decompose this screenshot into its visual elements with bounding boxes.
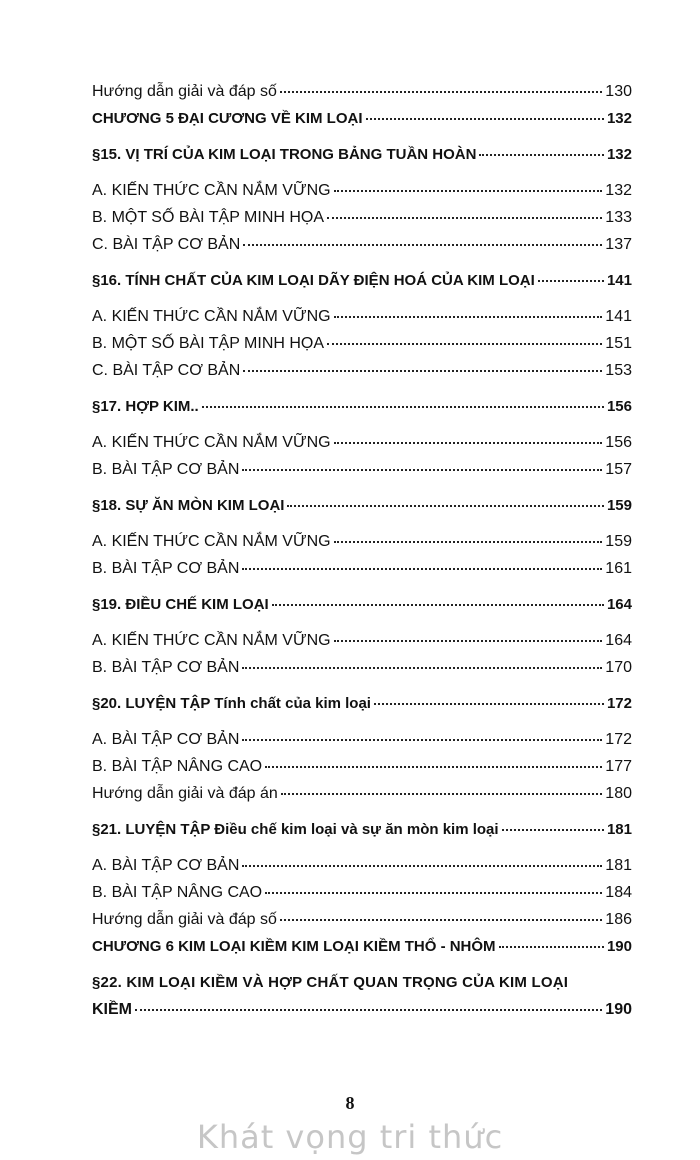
toc-entry-title: B. BÀI TẬP CƠ BẢN [92,461,240,478]
toc-entry [92,330,632,357]
toc-entry-page: 133 [605,209,632,226]
toc-entry-page: 161 [605,560,632,577]
toc-entry [92,303,632,330]
dot-leader [280,917,602,921]
toc-entry [92,528,632,555]
toc-entry-page: 190 [605,1001,632,1018]
toc-entry [92,906,632,933]
toc-entry-title: B. BÀI TẬP CƠ BẢN [92,659,240,676]
toc-entry-page: 180 [605,785,632,802]
dot-leader [281,791,603,795]
toc-entry-title: §17. HỢP KIM.. [92,398,199,415]
dot-leader [265,890,602,894]
toc-entry-title: §21. LUYỆN TẬP Điều chế kim loại và sự ăn mòn kim loại [92,821,499,838]
toc-entry-title: Hướng dẫn giải và đáp số [92,83,277,100]
dot-leader [242,665,602,669]
toc-entry-page: 156 [605,434,632,451]
dot-leader [327,215,602,219]
toc-entry [92,555,632,582]
dot-leader [538,278,604,282]
table-of-contents [92,78,632,1023]
toc-entry-title: B. BÀI TẬP NÂNG CAO [92,758,263,775]
toc-entry-title: A. KIẾN THỨC CẦN NẮM VỮNG [92,182,331,199]
toc-entry-page: 164 [605,632,632,649]
toc-entry-title: §16. TÍNH CHẤT CỦA KIM LOẠI DÃY ĐIỆN HOÁ CỦA KIM LOẠI [92,272,535,289]
dot-leader [502,827,604,831]
toc-entry-title: §20. LUYỆN TẬP Tính chất của kim loại [92,695,371,712]
dot-leader [479,152,604,156]
toc-entry-page: 159 [606,497,632,514]
toc-entry-page: 132 [606,110,632,127]
toc-entry-page: 156 [606,398,632,415]
toc-entry-page: 184 [605,884,632,901]
dot-leader [242,737,602,741]
toc-entry [92,933,632,960]
toc-entry-page: 186 [605,911,632,928]
toc-entry-page: 151 [605,335,632,352]
toc-entry-page: 132 [605,182,632,199]
toc-entry-title: Hướng dẫn giải và đáp số [92,911,277,928]
toc-entry-title: A. KIẾN THỨC CẦN NẮM VỮNG [92,434,331,451]
toc-entry-page: 132 [606,146,632,163]
dot-leader [243,242,602,246]
toc-entry [92,816,632,843]
dot-leader [242,467,602,471]
toc-entry-title: A. KIẾN THỨC CẦN NẮM VỮNG [92,533,331,550]
toc-entry-title: A. BÀI TẬP CƠ BẢN [92,857,240,874]
toc-entry-line2 [92,996,632,1023]
toc-entry [92,852,632,879]
toc-entry-page: 159 [605,533,632,550]
toc-entry [92,591,632,618]
dot-leader [334,638,603,642]
toc-entry [92,879,632,906]
dot-leader [334,440,603,444]
dot-leader [287,503,604,507]
toc-entry-title: §18. SỰ ĂN MÒN KIM LOẠI [92,497,285,514]
toc-entry-title: B. MỘT SỐ BÀI TẬP MINH HỌA [92,335,325,352]
toc-entry-title-line1: §22. KIM LOẠI KIỀM VÀ HỢP CHẤT QUAN TRỌNG CỦA KIM LOẠI [92,974,569,991]
toc-entry [92,105,632,132]
toc-entry-title: B. MỘT SỐ BÀI TẬP MINH HỌA [92,209,325,226]
toc-entry-page: 172 [605,731,632,748]
toc-entry [92,231,632,258]
toc-entry-title: CHƯƠNG 6 KIM LOẠI KIỀM KIM LOẠI KIỀM THỔ - NHÔM [92,938,496,955]
dot-leader [272,602,604,606]
toc-entry-title-line2: KIỀM [92,1001,132,1018]
toc-entry [92,429,632,456]
dot-leader [334,188,603,192]
toc-entry [92,177,632,204]
toc-entry [92,753,632,780]
toc-entry-page: 190 [606,938,632,955]
toc-entry-title: A. KIẾN THỨC CẦN NẮM VỮNG [92,632,331,649]
toc-entry-page: 157 [605,461,632,478]
toc-entry-title: §19. ĐIỀU CHẾ KIM LOẠI [92,596,269,613]
toc-entry-title: §15. VỊ TRÍ CỦA KIM LOẠI TRONG BẢNG TUẦN HOÀN [92,146,477,163]
toc-entry-title: C. BÀI TẬP CƠ BẢN [92,236,241,253]
toc-entry-page: 130 [605,83,632,100]
dot-leader [202,404,604,408]
dot-leader [243,368,602,372]
toc-entry-title: A. BÀI TẬP CƠ BẢN [92,731,240,748]
toc-entry-page: 141 [605,308,632,325]
toc-entry-page: 172 [606,695,632,712]
toc-entry-title: B. BÀI TẬP CƠ BẢN [92,560,240,577]
dot-leader [499,944,604,948]
dot-leader [280,89,602,93]
dot-leader [327,341,602,345]
toc-entry-page: 181 [606,821,632,838]
toc-entry [92,726,632,753]
toc-entry [92,654,632,681]
toc-entry-title: B. BÀI TẬP NÂNG CAO [92,884,263,901]
toc-entry-page: 170 [605,659,632,676]
dot-leader [265,764,602,768]
dot-leader [374,701,604,705]
dot-leader [334,539,603,543]
toc-entry [92,690,632,717]
toc-entry [92,267,632,294]
toc-entry [92,78,632,105]
toc-entry [92,780,632,807]
toc-entry-page: 153 [605,362,632,379]
toc-entry-page: 177 [605,758,632,775]
toc-entry-22 [92,969,632,1023]
toc-entry-title: CHƯƠNG 5 ĐẠI CƯƠNG VỀ KIM LOẠI [92,110,363,127]
toc-entry [92,393,632,420]
dot-leader [366,116,604,120]
toc-entry-page: 181 [605,857,632,874]
dot-leader [242,863,602,867]
dot-leader [135,1007,602,1011]
toc-entry-page: 141 [606,272,632,289]
toc-entry [92,456,632,483]
toc-entry-page: 137 [605,236,632,253]
toc-entry [92,492,632,519]
toc-entry-page: 164 [606,596,632,613]
toc-entry [92,357,632,384]
dot-leader [334,314,603,318]
toc-entry-title: A. KIẾN THỨC CẦN NẮM VỮNG [92,308,331,325]
toc-entry [92,627,632,654]
toc-entry [92,141,632,168]
toc-entry-title: C. BÀI TẬP CƠ BẢN [92,362,241,379]
page-number: 8 [345,1093,355,1113]
toc-entry [92,204,632,231]
dot-leader [242,566,602,570]
toc-entry-title: Hướng dẫn giải và đáp án [92,785,278,802]
watermark-tagline: Khát vọng tri thức [196,1118,504,1156]
